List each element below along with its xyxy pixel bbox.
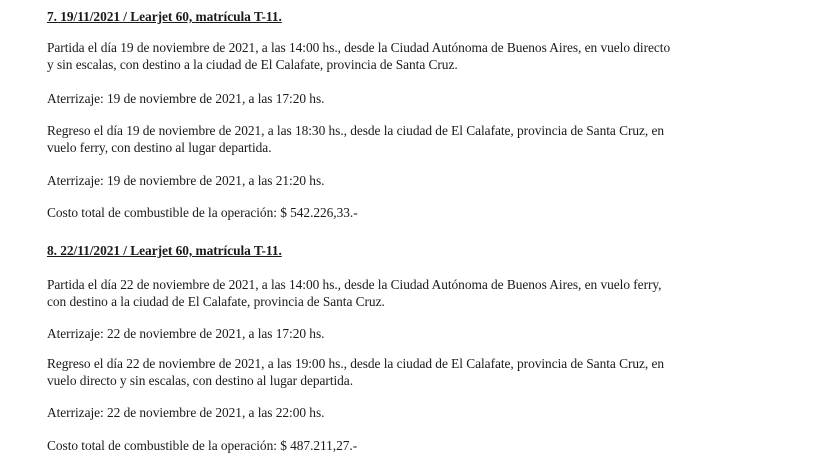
landing-text: Aterrizaje: 19 de noviembre de 2021, a las 21:20 hs. xyxy=(47,173,325,188)
return-text-line-2: vuelo ferry, con destino al lugar departida. xyxy=(47,140,272,155)
landing-text: Aterrizaje: 22 de noviembre de 2021, a las 17:20 hs. xyxy=(47,326,325,341)
departure-text-line-2: con destino a la ciudad de El Calafate, provincia de Santa Cruz. xyxy=(47,294,385,309)
departure-text-line-1: Partida el día 22 de noviembre de 2021, a las 14:00 hs., desde la Ciudad Autónoma de Buenos Aires, en vuelo ferry, xyxy=(47,277,662,292)
departure-text-line-2: y sin escalas, con destino a la ciudad de El Calafate, provincia de Santa Cruz. xyxy=(47,57,458,72)
section-heading: 7. 19/11/2021 / Learjet 60, matrícula T-11. xyxy=(47,9,282,24)
landing-text: Aterrizaje: 19 de noviembre de 2021, a las 17:20 hs. xyxy=(47,91,325,106)
return-text-line-1: Regreso el día 19 de noviembre de 2021, a las 18:30 hs., desde la ciudad de El Calafate, provincia de Santa Cruz, en xyxy=(47,123,665,138)
return-text-line-1: Regreso el día 22 de noviembre de 2021, a las 19:00 hs., desde la ciudad de El Calafate, provincia de Santa Cruz, en xyxy=(47,356,665,371)
return-text-line-2: vuelo directo y sin escalas, con destino al lugar departida. xyxy=(47,373,353,388)
landing-text: Aterrizaje: 22 de noviembre de 2021, a las 22:00 hs. xyxy=(47,405,325,420)
fuel-cost-text: Costo total de combustible de la operación: $ 487.211,27.- xyxy=(47,438,358,453)
section-heading: 8. 22/11/2021 / Learjet 60, matrícula T-11. xyxy=(47,243,282,258)
fuel-cost-text: Costo total de combustible de la operación: $ 542.226,33.- xyxy=(47,205,358,220)
departure-text-line-1: Partida el día 19 de noviembre de 2021, a las 14:00 hs., desde la Ciudad Autónoma de Buenos Aires, en vuelo directo xyxy=(47,40,671,55)
